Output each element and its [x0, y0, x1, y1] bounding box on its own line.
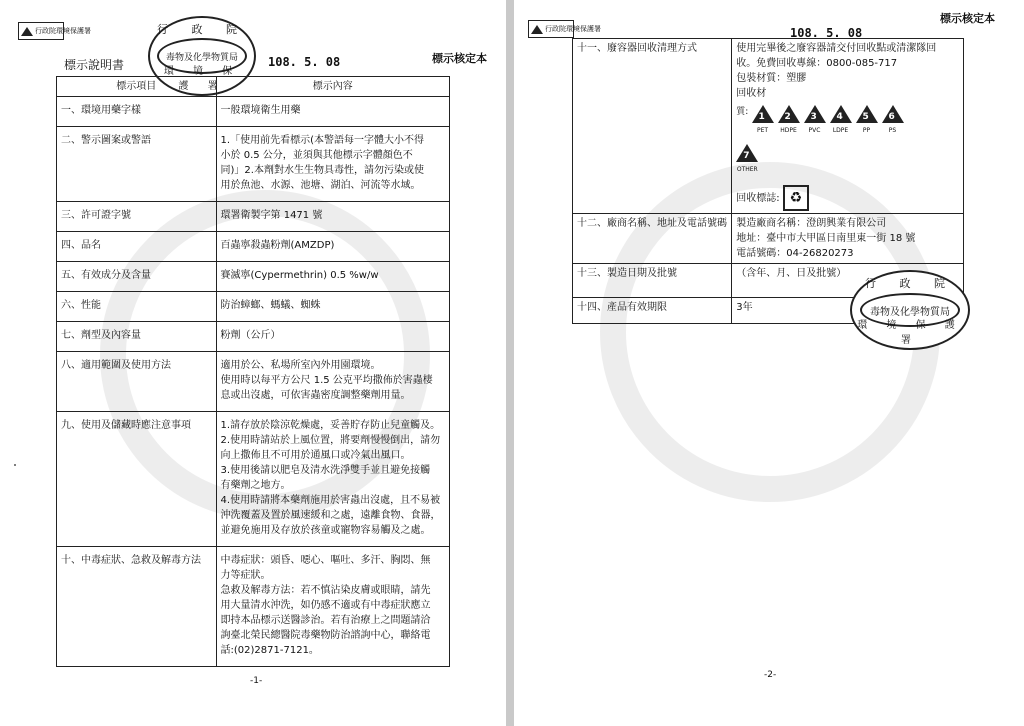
table-row	[57, 97, 450, 127]
table-row	[573, 39, 964, 214]
content-line: 2.使用時請站於上風位置，將要劑慢慢倒出，請勿	[220, 435, 441, 446]
row-content	[216, 352, 449, 412]
label-table	[56, 76, 450, 667]
recycle-mark	[736, 185, 959, 211]
content-line: （含年、月、日及批號）	[736, 268, 847, 279]
recycle-logo-icon: ♻	[783, 185, 809, 211]
row-content	[216, 547, 449, 667]
seal-center-text: 毒物及化學物質局	[165, 52, 238, 63]
row-content	[216, 97, 449, 127]
content-line: 使用時以每平方公尺 1.5 公克平均撒佈於害蟲棲	[220, 375, 433, 386]
table-row	[573, 214, 964, 264]
table-row	[57, 292, 450, 322]
content-line: 急救及解毒方法：若不慎沾染皮膚或眼睛，請先	[220, 585, 431, 596]
approval-date: 108. 5. 08	[268, 55, 341, 69]
content-line: 粉劑（公斤）	[220, 330, 281, 341]
seal-center-text: 毒物及化學物質局	[870, 306, 950, 318]
recycle-code-label: PS	[888, 127, 897, 134]
row-content	[732, 39, 964, 214]
content-line: 收。免費回收專線：0800-085-717	[736, 58, 898, 69]
approval-stamp: 標示核定本	[940, 12, 995, 25]
recycle-code-number: 4	[836, 112, 843, 122]
recycle-code-number: 1	[758, 112, 765, 122]
seal-bottom-text: 環 境 保 護 署	[857, 320, 963, 346]
content-line: 地址：臺中市大甲區日南里東一街 18 號	[736, 233, 916, 244]
recycle-code-number: 2	[784, 112, 791, 122]
content-line: 防治蟑螂、螞蟻、蜘蛛	[220, 300, 321, 311]
row-item: 七、劑型及內容量	[57, 322, 217, 352]
row-content	[216, 202, 449, 232]
table-row	[57, 202, 450, 232]
row-content	[216, 412, 449, 547]
row-content	[732, 214, 964, 264]
recycle-code-7-icon	[736, 144, 758, 177]
recycle-code-number: 5	[862, 112, 869, 122]
recycle-code-4-icon	[830, 105, 852, 138]
recycle-codes	[736, 105, 959, 138]
epa-logo	[18, 22, 91, 40]
recycle-code-label: OTHER	[736, 166, 758, 173]
content-line: 一般環境衛生用藥	[220, 105, 301, 116]
content-line: 中毒症狀：頭昏、噁心、嘔吐、多汗、胸悶、無	[220, 555, 431, 566]
content-line: 小於 0.5 公分，並須與其他標示字體顏色不	[220, 150, 413, 161]
page-number: -2-	[764, 670, 777, 680]
agency-seal	[850, 270, 970, 350]
content-line: 適用於公、私場所室內外用園環境。	[220, 360, 381, 371]
document-page-2	[514, 0, 1024, 726]
row-content	[216, 262, 449, 292]
table-row	[57, 352, 450, 412]
content-line: 環署衛製字第 1471 號	[220, 210, 323, 221]
document-title: 標示說明書	[64, 58, 125, 72]
table-row	[57, 127, 450, 202]
logo-text: 行政院環境保護署	[35, 27, 91, 35]
recycle-code-3-icon	[804, 105, 826, 138]
row-item: 二、警示圖案或警語	[57, 127, 217, 202]
recycle-prefix: 質:	[736, 107, 749, 117]
content-line: 1.「使用前先看標示(本警語每一字體大小不得	[220, 135, 424, 146]
content-line: 使用完畢後之廢容器請交付回收點或清潔隊回	[736, 43, 937, 54]
content-line: 3.使用後請以肥皂及清水洗淨雙手並且避免接觸	[220, 465, 431, 476]
page-number: -1-	[250, 676, 263, 686]
logo-text: 行政院環境保護署	[545, 25, 601, 33]
approval-stamp: 標示核定本	[432, 52, 487, 65]
document-page-1	[0, 0, 506, 726]
recycle-code-label: PP	[862, 127, 871, 134]
recycle-code-1-icon	[752, 105, 774, 138]
recycle-code-list	[752, 107, 908, 134]
seal-top-text: 行 政 院	[865, 277, 955, 290]
table-row	[57, 232, 450, 262]
content-line: 百蟲寧殺蟲粉劑(AMZDP)	[220, 240, 335, 251]
seal-bottom-text: 環 境 保 護 署	[163, 66, 241, 92]
row-item: 六、性能	[57, 292, 217, 322]
content-line: 包裝材質：塑膠	[736, 73, 807, 84]
row-item: 一、環境用藥字樣	[57, 97, 217, 127]
recycle-code-label: PET	[756, 127, 769, 134]
content-line: 4.使用時請將本藥劑施用於害蟲出沒處，且不易被	[220, 495, 441, 506]
row-content	[216, 127, 449, 202]
content-line: 向上撒佈且不可用於通風口或冷氣出風口。	[220, 450, 411, 461]
recycle-code-label: LDPE	[832, 127, 849, 134]
table-header-row	[57, 77, 450, 97]
recycle-code-number: 6	[888, 112, 895, 122]
recycle-code-number: 7	[743, 151, 750, 161]
content-line: 用大量清水沖洗，如仍感不適或有中毒症狀應立	[220, 600, 431, 611]
recycle-code-2-icon	[778, 105, 800, 138]
content-line: 詢臺北榮民總醫院毒藥物防治諮詢中心，聯絡電	[220, 630, 431, 641]
content-line: 即持本品標示送醫診治。若有治療上之問題請洽	[220, 615, 431, 626]
recycle-code-6-icon	[882, 105, 904, 138]
row-item: 八、適用範圍及使用方法	[57, 352, 217, 412]
row-content	[216, 232, 449, 262]
content-line: 賽滅寧(Cypermethrin) 0.5 %w/w	[220, 270, 379, 281]
row-item: 九、使用及儲藏時應注意事項	[57, 412, 217, 547]
mountain-icon	[21, 27, 33, 36]
recycle-code-5-icon	[856, 105, 878, 138]
row-item: 四、品名	[57, 232, 217, 262]
row-item: 十四、產品有效期限	[573, 298, 732, 324]
content-line: 有藥劑之地方。	[220, 480, 291, 491]
content-line: 製造廠商名稱：澄朗興業有限公司	[736, 218, 887, 229]
row-item: 三、許可證字號	[57, 202, 217, 232]
recycle-code-label: HDPE	[780, 127, 797, 134]
content-line: 電話號碼：04-26820273	[736, 248, 854, 259]
content-line: 息或出沒處，可依害蟲密度調整藥劑用量。	[220, 390, 411, 401]
content-line: 同)」2.本劑對水生生物具毒性，請勿污染或使	[220, 165, 424, 176]
table-row	[57, 412, 450, 547]
content-line: 1.請存放於陰涼乾燥處，妥善貯存防止兒童觸及。	[220, 420, 441, 431]
mountain-icon	[531, 25, 543, 34]
content-line: 用於魚池、水源、池塘、湖泊、河流等水域。	[220, 180, 421, 191]
row-content	[216, 292, 449, 322]
recycle-code-number: 3	[810, 112, 817, 122]
epa-logo	[528, 20, 601, 38]
row-item: 十三、製造日期及批號	[573, 264, 732, 298]
header-content: 標示內容	[216, 77, 449, 97]
content-line: 力等症狀。	[220, 570, 271, 581]
approval-date: 108. 5. 08	[790, 26, 863, 40]
table-row	[57, 322, 450, 352]
row-item: 五、有效成分及含量	[57, 262, 217, 292]
row-item: 十、中毒症狀、急救及解毒方法	[57, 547, 217, 667]
content-line: 3年	[736, 302, 753, 313]
content-line: 回收材	[736, 88, 767, 99]
content-line: 沖洗覆蓋及置於風速緩和之處，遠離食物、食器，	[220, 510, 441, 521]
recycle-code-label: PVC	[808, 127, 821, 134]
header-item: 標示項目	[57, 77, 217, 97]
row-content	[216, 322, 449, 352]
table-row	[57, 547, 450, 667]
recycle-code-other	[736, 144, 959, 177]
content-line: 並避免施用及存放於孩童或寵物容易觸及之處。	[220, 525, 431, 536]
seal-top-text: 行 政 院	[157, 23, 247, 36]
label-table-body	[57, 97, 450, 667]
recycle-mark-label: 回收標誌:	[736, 193, 780, 204]
row-item: 十一、廢容器回收清理方式	[573, 39, 732, 214]
scan-speck	[14, 464, 16, 466]
row-item: 十二、廠商名稱、地址及電話號碼	[573, 214, 732, 264]
content-line: 話:(02)2871-7121。	[220, 645, 319, 656]
table-row	[57, 262, 450, 292]
